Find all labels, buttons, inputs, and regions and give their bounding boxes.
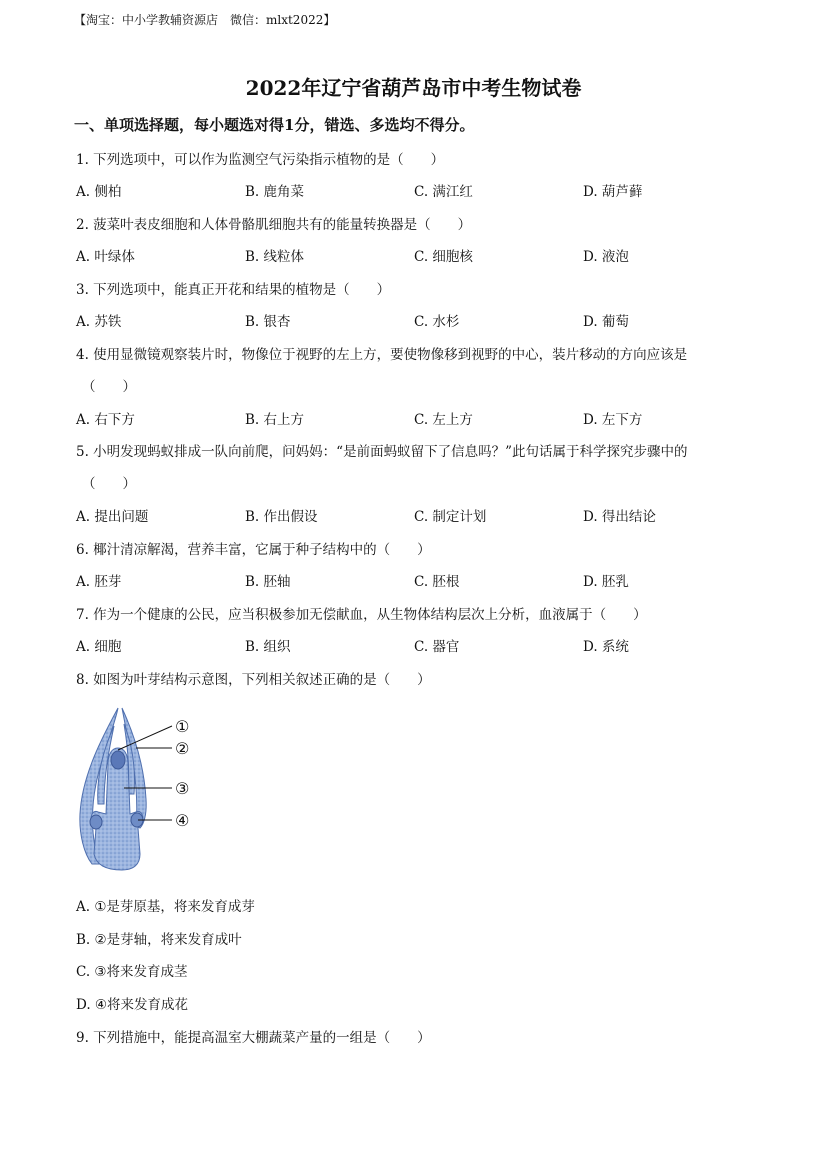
question-stem: 2. 菠菜叶表皮细胞和人体骨骼肌细胞共有的能量转换器是（ ） bbox=[76, 217, 472, 233]
question-stem: 8. 如图为叶芽结构示意图，下列相关叙述正确的是（ ） bbox=[76, 672, 431, 688]
option-d: D. ④将来发育成花 bbox=[76, 997, 189, 1013]
option-b: B. 鹿角菜 bbox=[245, 184, 305, 200]
label-4: ④ bbox=[175, 811, 190, 830]
page-header: 【淘宝：中小学教辅资源店 微信：mlxt2022】 bbox=[74, 13, 336, 27]
question-stem: 3. 下列选项中，能真正开花和结果的植物是（ ） bbox=[76, 282, 391, 298]
section-heading: 一、单项选择题，每小题选对得1分，错选、多选均不得分。 bbox=[74, 116, 475, 134]
option-b: B. 组织 bbox=[245, 639, 291, 655]
option-b: B. 线粒体 bbox=[245, 249, 305, 265]
option-c: C. 制定计划 bbox=[414, 509, 487, 525]
option-b: B. 右上方 bbox=[245, 412, 305, 428]
question-stem: 1. 下列选项中，可以作为监测空气污染指示植物的是（ ） bbox=[76, 152, 445, 168]
option-a: A. 胚芽 bbox=[76, 574, 122, 590]
question-stem: 6. 椰汁清凉解渴，营养丰富，它属于种子结构中的（ ） bbox=[76, 542, 431, 558]
question-stem: 7. 作为一个健康的公民，应当积极参加无偿献血，从生物体结构层次上分析，血液属于（ ） bbox=[76, 607, 647, 623]
option-c: C. 满江红 bbox=[414, 184, 473, 200]
option-c: C. 水杉 bbox=[414, 314, 460, 330]
option-b: B. ②是芽轴，将来发育成叶 bbox=[76, 932, 242, 948]
option-b: B. 胚轴 bbox=[245, 574, 291, 590]
option-a: A. 叶绿体 bbox=[76, 249, 135, 265]
option-d: D. 得出结论 bbox=[583, 509, 656, 525]
option-d: D. 左下方 bbox=[583, 412, 643, 428]
option-c: C. 胚根 bbox=[414, 574, 460, 590]
option-a: A. 右下方 bbox=[76, 412, 135, 428]
option-d: D. 胚乳 bbox=[583, 574, 629, 590]
label-3: ③ bbox=[175, 779, 190, 798]
leaf-bud-diagram bbox=[74, 704, 200, 872]
question-stem: 4. 使用显微镜观察装片时，物像位于视野的左上方，要使物像移到视野的中心，装片移动的方向应该是 bbox=[76, 347, 688, 363]
option-c: C. 器官 bbox=[414, 639, 460, 655]
option-b: B. 银杏 bbox=[245, 314, 291, 330]
label-1: ① bbox=[175, 717, 190, 736]
option-a: A. 苏铁 bbox=[76, 314, 122, 330]
option-c: C. 细胞核 bbox=[414, 249, 473, 265]
label-2: ② bbox=[175, 739, 190, 758]
option-c: C. ③将来发育成茎 bbox=[76, 964, 188, 980]
option-d: D. 葫芦藓 bbox=[583, 184, 643, 200]
option-a: A. 侧柏 bbox=[76, 184, 122, 200]
question-stem: 9. 下列措施中，能提高温室大棚蔬菜产量的一组是（ ） bbox=[76, 1030, 431, 1046]
option-a: A. ①是芽原基，将来发育成芽 bbox=[76, 899, 255, 915]
question-blank: （ ） bbox=[82, 476, 136, 492]
option-d: D. 液泡 bbox=[583, 249, 629, 265]
option-b: B. 作出假设 bbox=[245, 509, 318, 525]
option-d: D. 葡萄 bbox=[583, 314, 629, 330]
option-c: C. 左上方 bbox=[414, 412, 473, 428]
question-blank: （ ） bbox=[82, 379, 136, 395]
option-a: A. 细胞 bbox=[76, 639, 122, 655]
exam-title: 2022年辽宁省葫芦岛市中考生物试卷 bbox=[245, 76, 582, 100]
option-a: A. 提出问题 bbox=[76, 509, 149, 525]
option-d: D. 系统 bbox=[583, 639, 629, 655]
question-stem: 5. 小明发现蚂蚁排成一队向前爬，问妈妈：“是前面蚂蚁留下了信息吗？”此句话属于科学探究步骤中的 bbox=[76, 444, 688, 460]
